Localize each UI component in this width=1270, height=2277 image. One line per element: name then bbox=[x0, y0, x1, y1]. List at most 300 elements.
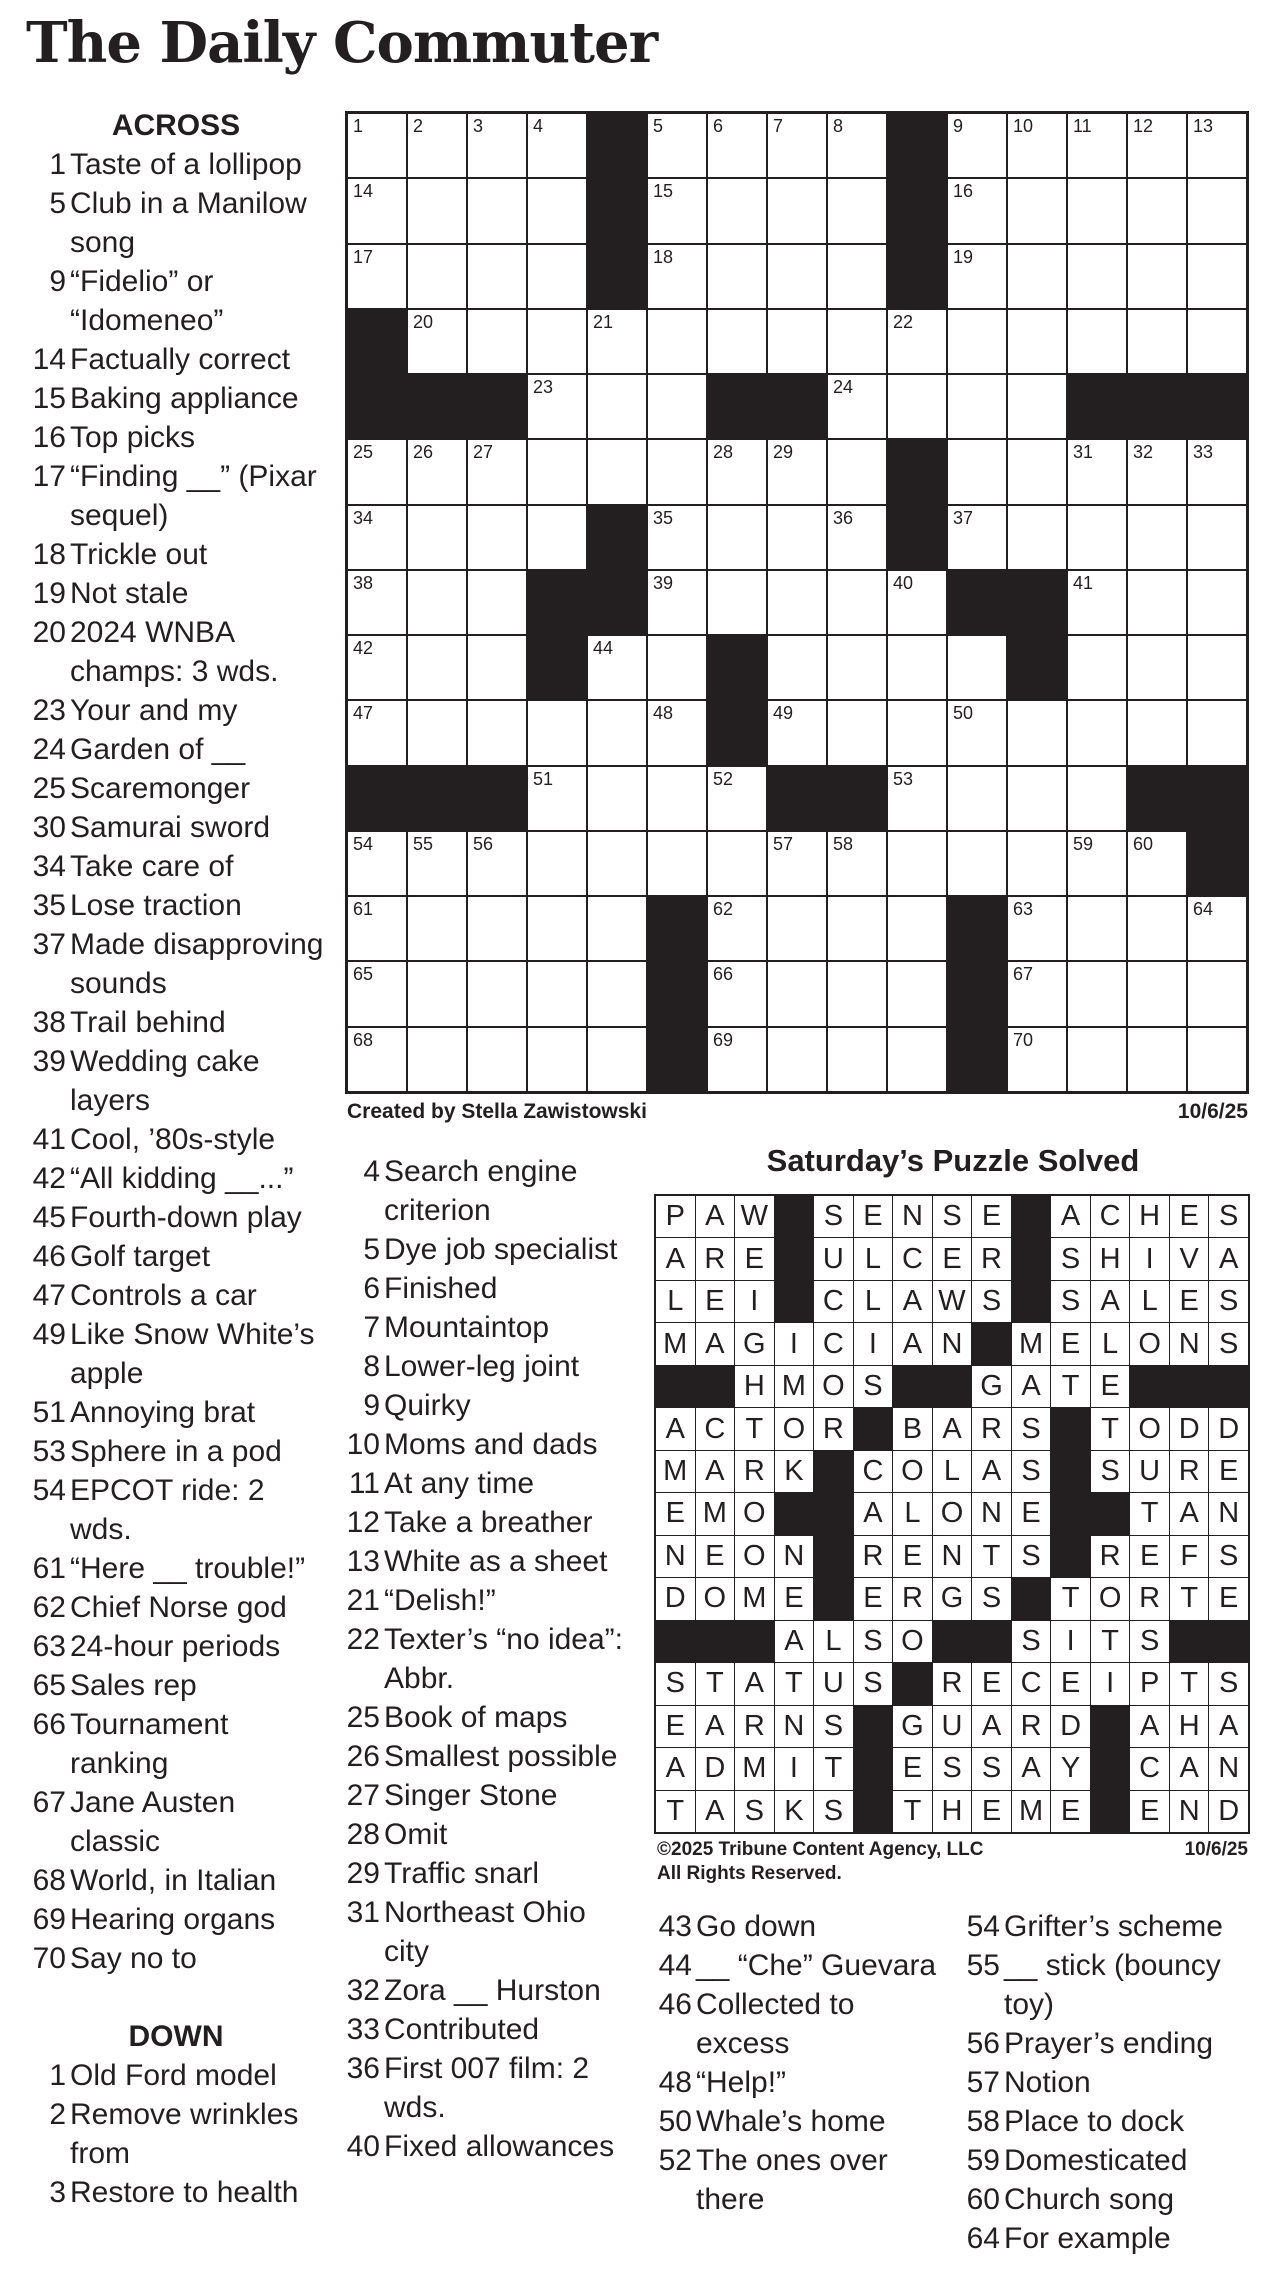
grid-cell[interactable] bbox=[1188, 1028, 1246, 1091]
grid-cell[interactable] bbox=[828, 375, 886, 438]
grid-cell[interactable] bbox=[408, 440, 466, 503]
grid-cell[interactable] bbox=[528, 1028, 586, 1091]
grid-cell[interactable] bbox=[408, 310, 466, 373]
grid-cell[interactable] bbox=[408, 636, 466, 699]
clue-number: 11 bbox=[348, 1467, 380, 1500]
clue-number: 68 bbox=[32, 1864, 66, 1897]
grid-cell-number: 17 bbox=[353, 246, 374, 267]
grid-cell[interactable] bbox=[1068, 571, 1126, 634]
grid-cell[interactable] bbox=[468, 701, 526, 764]
solution-black-square bbox=[775, 1196, 814, 1237]
grid-cell[interactable] bbox=[828, 636, 886, 699]
grid-cell[interactable] bbox=[708, 114, 766, 177]
solution-title: Saturday’s Puzzle Solved bbox=[766, 1143, 1140, 1178]
grid-cell-number: 12 bbox=[1133, 116, 1154, 136]
grid-cell[interactable] bbox=[828, 701, 886, 764]
grid-cell[interactable] bbox=[1008, 962, 1066, 1025]
grid-cell[interactable] bbox=[1188, 440, 1246, 503]
grid-cell[interactable] bbox=[768, 571, 826, 634]
black-square bbox=[708, 375, 766, 438]
grid-cell[interactable] bbox=[1008, 1028, 1066, 1091]
clue-text: Baking appliance bbox=[70, 382, 299, 415]
grid-cell[interactable] bbox=[948, 375, 1006, 438]
grid-cell[interactable] bbox=[888, 636, 946, 699]
grid-cell[interactable] bbox=[1128, 832, 1186, 895]
grid-cell[interactable] bbox=[528, 506, 586, 569]
grid-cell[interactable] bbox=[1188, 245, 1246, 308]
clue-number: 9 bbox=[363, 1389, 380, 1422]
clue-item bbox=[26, 847, 326, 886]
grid-cell[interactable] bbox=[708, 1028, 766, 1091]
black-square bbox=[1128, 767, 1186, 830]
grid-cell[interactable] bbox=[468, 440, 526, 503]
clue-item bbox=[26, 1627, 326, 1666]
grid-cell[interactable] bbox=[528, 114, 586, 177]
grid-cell[interactable] bbox=[528, 767, 586, 830]
grid-cell[interactable] bbox=[828, 440, 886, 503]
solution-letter: N bbox=[1209, 1493, 1248, 1534]
solution-black-square bbox=[1130, 1366, 1169, 1407]
clue-text: Taste of a lollipop bbox=[70, 148, 302, 181]
grid-cell[interactable] bbox=[348, 440, 406, 503]
grid-cell[interactable] bbox=[528, 832, 586, 895]
clue-item bbox=[26, 2056, 326, 2095]
grid-cell[interactable] bbox=[588, 440, 646, 503]
grid-cell[interactable] bbox=[648, 245, 706, 308]
black-square bbox=[408, 767, 466, 830]
across-clues-column bbox=[26, 106, 326, 2212]
grid-cell[interactable] bbox=[648, 440, 706, 503]
grid-cell[interactable] bbox=[1188, 962, 1246, 1025]
clue-item bbox=[335, 1347, 635, 1386]
grid-cell[interactable] bbox=[1008, 114, 1066, 177]
clue-number: 19 bbox=[32, 577, 66, 610]
solution-letter: S bbox=[933, 1748, 972, 1789]
solution-black-square bbox=[854, 1791, 893, 1832]
grid-cell[interactable] bbox=[588, 701, 646, 764]
solution-letter: N bbox=[775, 1706, 814, 1747]
solution-letter: U bbox=[933, 1706, 972, 1747]
grid-cell[interactable] bbox=[648, 114, 706, 177]
grid-cell[interactable] bbox=[1128, 310, 1186, 373]
grid-cell[interactable] bbox=[708, 179, 766, 242]
clue-number: 66 bbox=[32, 1708, 66, 1741]
grid-cell[interactable] bbox=[648, 179, 706, 242]
black-square bbox=[648, 1028, 706, 1091]
grid-cell[interactable] bbox=[948, 701, 1006, 764]
grid-cell[interactable] bbox=[348, 245, 406, 308]
grid-cell[interactable] bbox=[828, 962, 886, 1025]
grid-cell[interactable] bbox=[348, 701, 406, 764]
grid-cell[interactable] bbox=[528, 179, 586, 242]
clue-number: 33 bbox=[346, 2013, 380, 2046]
grid-cell[interactable] bbox=[828, 114, 886, 177]
grid-cell[interactable] bbox=[468, 506, 526, 569]
grid-cell[interactable] bbox=[708, 506, 766, 569]
grid-cell[interactable] bbox=[1068, 897, 1126, 960]
grid-cell[interactable] bbox=[1128, 245, 1186, 308]
clue-text: Northeast Ohio city bbox=[384, 1896, 586, 1968]
grid-cell[interactable] bbox=[348, 506, 406, 569]
grid-cell[interactable] bbox=[1188, 179, 1246, 242]
grid-cell[interactable] bbox=[888, 962, 946, 1025]
grid-cell[interactable] bbox=[1068, 245, 1126, 308]
grid-cell[interactable] bbox=[348, 962, 406, 1025]
grid-cell[interactable] bbox=[348, 832, 406, 895]
clue-number: 27 bbox=[346, 1779, 380, 1812]
grid-cell[interactable] bbox=[1008, 767, 1066, 830]
clue-text: Fixed allowances bbox=[384, 2130, 615, 2163]
clue-number: 14 bbox=[32, 343, 66, 376]
grid-cell[interactable] bbox=[468, 897, 526, 960]
grid-cell[interactable] bbox=[708, 245, 766, 308]
grid-cell[interactable] bbox=[948, 636, 1006, 699]
clue-number: 49 bbox=[32, 1318, 66, 1351]
grid-cell[interactable] bbox=[888, 571, 946, 634]
solution-letter: T bbox=[1130, 1493, 1169, 1534]
down-clues-column-2 bbox=[335, 1152, 635, 2166]
grid-cell[interactable] bbox=[648, 310, 706, 373]
clue-item bbox=[26, 1783, 326, 1861]
solution-letter: E bbox=[1209, 1578, 1248, 1619]
clue-item bbox=[26, 574, 326, 613]
clue-item bbox=[26, 1549, 326, 1588]
grid-cell[interactable] bbox=[648, 375, 706, 438]
solution-letter: T bbox=[893, 1791, 932, 1832]
clue-number: 51 bbox=[32, 1396, 66, 1429]
clue-text: Chief Norse god bbox=[70, 1591, 287, 1624]
black-square bbox=[1008, 636, 1066, 699]
grid-cell[interactable] bbox=[648, 701, 706, 764]
clue-item bbox=[26, 1939, 326, 1978]
solution-letter: I bbox=[1051, 1621, 1090, 1662]
grid-cell[interactable] bbox=[408, 179, 466, 242]
grid-cell[interactable] bbox=[468, 1028, 526, 1091]
black-square bbox=[588, 114, 646, 177]
grid-cell[interactable] bbox=[828, 179, 886, 242]
solution-letter: D bbox=[656, 1578, 695, 1619]
black-square bbox=[648, 897, 706, 960]
grid-cell[interactable] bbox=[1008, 245, 1066, 308]
black-square bbox=[1068, 375, 1126, 438]
grid-cell[interactable] bbox=[888, 767, 946, 830]
grid-cell[interactable] bbox=[588, 636, 646, 699]
grid-cell[interactable] bbox=[828, 571, 886, 634]
grid-cell[interactable] bbox=[888, 1028, 946, 1091]
grid-cell-number: 34 bbox=[353, 507, 374, 528]
grid-cell[interactable] bbox=[828, 506, 886, 569]
grid-cell[interactable] bbox=[1008, 179, 1066, 242]
clue-item bbox=[26, 1900, 326, 1939]
grid-cell[interactable] bbox=[1068, 701, 1126, 764]
solution-letter: A bbox=[696, 1196, 735, 1237]
grid-cell[interactable] bbox=[828, 897, 886, 960]
grid-cell[interactable] bbox=[348, 897, 406, 960]
grid-cell[interactable] bbox=[528, 897, 586, 960]
grid-cell[interactable] bbox=[1188, 506, 1246, 569]
grid-cell[interactable] bbox=[1068, 440, 1126, 503]
grid-cell[interactable] bbox=[1128, 962, 1186, 1025]
solution-black-square bbox=[1170, 1366, 1209, 1407]
grid-cell[interactable] bbox=[408, 832, 466, 895]
solution-letter: L bbox=[1130, 1281, 1169, 1322]
grid-cell[interactable] bbox=[648, 571, 706, 634]
grid-cell[interactable] bbox=[948, 114, 1006, 177]
grid-cell[interactable] bbox=[948, 245, 1006, 308]
grid-cell-number: 41 bbox=[1073, 572, 1094, 593]
clue-item bbox=[335, 1581, 635, 1620]
clue-number: 47 bbox=[32, 1279, 66, 1312]
grid-cell[interactable] bbox=[468, 114, 526, 177]
grid-cell[interactable] bbox=[1008, 701, 1066, 764]
grid-cell[interactable] bbox=[768, 440, 826, 503]
grid-cell[interactable] bbox=[708, 767, 766, 830]
clue-number: 31 bbox=[346, 1896, 380, 1929]
grid-cell[interactable] bbox=[828, 832, 886, 895]
solution-black-square bbox=[1051, 1408, 1090, 1449]
solution-letter: M bbox=[735, 1748, 774, 1789]
clue-item bbox=[959, 1946, 1259, 2024]
grid-cell[interactable] bbox=[768, 179, 826, 242]
clue-item bbox=[335, 1269, 635, 1308]
solution-letter: M bbox=[656, 1323, 695, 1364]
grid-cell[interactable] bbox=[1128, 440, 1186, 503]
grid-cell[interactable] bbox=[708, 571, 766, 634]
grid-cell[interactable] bbox=[888, 375, 946, 438]
grid-cell[interactable] bbox=[888, 832, 946, 895]
grid-cell[interactable] bbox=[588, 832, 646, 895]
grid-cell[interactable] bbox=[648, 636, 706, 699]
grid-cell[interactable] bbox=[468, 245, 526, 308]
clue-number: 4 bbox=[363, 1155, 380, 1188]
black-square bbox=[348, 375, 406, 438]
clue-text: __ stick (bouncy toy) bbox=[1004, 1949, 1221, 2021]
clue-number: 54 bbox=[32, 1474, 66, 1507]
grid-cell[interactable] bbox=[1188, 310, 1246, 373]
grid-cell[interactable] bbox=[708, 832, 766, 895]
grid-cell[interactable] bbox=[768, 245, 826, 308]
grid-cell[interactable] bbox=[588, 897, 646, 960]
grid-cell[interactable] bbox=[1008, 832, 1066, 895]
clue-number: 10 bbox=[346, 1428, 380, 1461]
grid-cell[interactable] bbox=[408, 897, 466, 960]
grid-cell[interactable] bbox=[948, 179, 1006, 242]
grid-cell[interactable] bbox=[348, 1028, 406, 1091]
clue-text: Club in a Manilow song bbox=[70, 187, 307, 259]
solution-letter: I bbox=[1130, 1238, 1169, 1279]
grid-cell-number: 32 bbox=[1133, 442, 1154, 463]
grid-cell[interactable] bbox=[468, 310, 526, 373]
grid-cell[interactable] bbox=[768, 897, 826, 960]
grid-cell[interactable] bbox=[588, 310, 646, 373]
grid-cell[interactable] bbox=[528, 701, 586, 764]
grid-cell[interactable] bbox=[1188, 636, 1246, 699]
grid-cell[interactable] bbox=[1068, 310, 1126, 373]
solution-letter: E bbox=[1170, 1281, 1209, 1322]
solution-letter: R bbox=[972, 1238, 1011, 1279]
grid-cell[interactable] bbox=[468, 636, 526, 699]
grid-cell[interactable] bbox=[648, 832, 706, 895]
grid-cell[interactable] bbox=[1188, 897, 1246, 960]
grid-cell[interactable] bbox=[1128, 506, 1186, 569]
solution-letter: E bbox=[1209, 1451, 1248, 1492]
grid-cell[interactable] bbox=[408, 571, 466, 634]
grid-cell[interactable] bbox=[408, 701, 466, 764]
grid-cell[interactable] bbox=[648, 767, 706, 830]
grid-cell[interactable] bbox=[468, 962, 526, 1025]
grid-cell[interactable] bbox=[1128, 897, 1186, 960]
clue-number: 38 bbox=[32, 1006, 66, 1039]
grid-cell[interactable] bbox=[348, 571, 406, 634]
copyright-notice bbox=[657, 1838, 984, 1886]
solution-letter: S bbox=[1209, 1536, 1248, 1577]
solution-letter: N bbox=[933, 1323, 972, 1364]
solution-letter: N bbox=[656, 1536, 695, 1577]
solution-letter: K bbox=[775, 1791, 814, 1832]
black-square bbox=[708, 636, 766, 699]
grid-cell[interactable] bbox=[1128, 701, 1186, 764]
grid-cell[interactable] bbox=[1008, 375, 1066, 438]
grid-cell[interactable] bbox=[948, 440, 1006, 503]
grid-cell[interactable] bbox=[768, 1028, 826, 1091]
grid-cell[interactable] bbox=[1008, 310, 1066, 373]
grid-cell[interactable] bbox=[588, 1028, 646, 1091]
grid-cell[interactable] bbox=[1068, 506, 1126, 569]
solution-letter: H bbox=[933, 1791, 972, 1832]
grid-cell[interactable] bbox=[1068, 636, 1126, 699]
clue-item bbox=[26, 184, 326, 262]
grid-cell[interactable] bbox=[888, 897, 946, 960]
clue-text: Contributed bbox=[384, 2013, 540, 2046]
grid-cell[interactable] bbox=[1128, 114, 1186, 177]
grid-cell-number: 14 bbox=[353, 181, 374, 202]
grid-cell[interactable] bbox=[408, 962, 466, 1025]
grid-cell[interactable] bbox=[948, 310, 1006, 373]
solution-letter: T bbox=[1051, 1366, 1090, 1407]
solution-letter: T bbox=[972, 1536, 1011, 1577]
solution-letter: E bbox=[735, 1238, 774, 1279]
grid-cell[interactable] bbox=[528, 310, 586, 373]
solution-letter: E bbox=[854, 1196, 893, 1237]
grid-cell[interactable] bbox=[528, 375, 586, 438]
clue-text: “Fidelio” or “Idomeneo” bbox=[70, 265, 224, 337]
black-square bbox=[528, 571, 586, 634]
grid-cell[interactable] bbox=[1068, 962, 1126, 1025]
grid-cell-number: 57 bbox=[773, 833, 794, 854]
clue-number: 5 bbox=[363, 1233, 380, 1266]
solution-letter: S bbox=[1051, 1281, 1090, 1322]
grid-cell[interactable] bbox=[408, 506, 466, 569]
grid-cell[interactable] bbox=[1128, 179, 1186, 242]
clue-text: Controls a car bbox=[70, 1279, 257, 1312]
grid-cell[interactable] bbox=[1188, 571, 1246, 634]
solution-letter: A bbox=[933, 1408, 972, 1449]
grid-cell[interactable] bbox=[348, 114, 406, 177]
grid-cell[interactable] bbox=[1068, 179, 1126, 242]
grid-cell[interactable] bbox=[948, 767, 1006, 830]
grid-cell[interactable] bbox=[588, 767, 646, 830]
grid-cell[interactable] bbox=[348, 636, 406, 699]
clue-item bbox=[26, 613, 326, 691]
grid-cell[interactable] bbox=[468, 571, 526, 634]
grid-cell[interactable] bbox=[948, 832, 1006, 895]
grid-cell[interactable] bbox=[828, 310, 886, 373]
grid-cell[interactable] bbox=[1008, 506, 1066, 569]
solution-letter: I bbox=[1091, 1663, 1130, 1704]
grid-cell[interactable] bbox=[708, 310, 766, 373]
solution-letter: S bbox=[814, 1791, 853, 1832]
grid-cell[interactable] bbox=[588, 375, 646, 438]
clue-text: “Delish!” bbox=[384, 1584, 496, 1617]
grid-cell[interactable] bbox=[648, 506, 706, 569]
grid-cell[interactable] bbox=[888, 310, 946, 373]
grid-cell[interactable] bbox=[528, 962, 586, 1025]
grid-cell[interactable] bbox=[708, 962, 766, 1025]
grid-cell[interactable] bbox=[1188, 114, 1246, 177]
grid-cell[interactable] bbox=[768, 832, 826, 895]
grid-cell[interactable] bbox=[408, 114, 466, 177]
puzzle-credit: Created by Stella Zawistowski bbox=[347, 1100, 647, 1123]
grid-cell[interactable] bbox=[1128, 636, 1186, 699]
grid-cell[interactable] bbox=[948, 506, 1006, 569]
grid-cell[interactable] bbox=[828, 1028, 886, 1091]
clue-number: 46 bbox=[32, 1240, 66, 1273]
grid-cell[interactable] bbox=[528, 245, 586, 308]
grid-cell[interactable] bbox=[408, 1028, 466, 1091]
grid-cell-number: 62 bbox=[713, 899, 734, 920]
clue-number: 69 bbox=[32, 1903, 66, 1936]
grid-cell[interactable] bbox=[1068, 114, 1126, 177]
grid-cell-number: 7 bbox=[773, 116, 784, 136]
grid-cell[interactable] bbox=[768, 114, 826, 177]
grid-cell[interactable] bbox=[528, 440, 586, 503]
grid-cell[interactable] bbox=[1068, 767, 1126, 830]
grid-cell[interactable] bbox=[348, 179, 406, 242]
grid-cell[interactable] bbox=[408, 245, 466, 308]
grid-cell[interactable] bbox=[768, 310, 826, 373]
grid-cell[interactable] bbox=[768, 506, 826, 569]
grid-cell[interactable] bbox=[828, 245, 886, 308]
grid-cell[interactable] bbox=[708, 897, 766, 960]
grid-cell[interactable] bbox=[1008, 440, 1066, 503]
solution-letter: A bbox=[696, 1451, 735, 1492]
grid-cell[interactable] bbox=[588, 962, 646, 1025]
grid-cell[interactable] bbox=[1068, 832, 1126, 895]
grid-cell[interactable] bbox=[1188, 701, 1246, 764]
grid-cell[interactable] bbox=[888, 701, 946, 764]
grid-cell[interactable] bbox=[708, 440, 766, 503]
grid-cell[interactable] bbox=[1068, 1028, 1126, 1091]
grid-cell[interactable] bbox=[1008, 897, 1066, 960]
clue-item bbox=[26, 535, 326, 574]
solution-letter: R bbox=[1091, 1536, 1130, 1577]
solution-letter: S bbox=[1012, 1408, 1051, 1449]
solution-letter: F bbox=[1170, 1536, 1209, 1577]
solution-letter: C bbox=[1091, 1196, 1130, 1237]
grid-cell[interactable] bbox=[468, 179, 526, 242]
grid-cell[interactable] bbox=[1128, 1028, 1186, 1091]
solution-black-square bbox=[814, 1451, 853, 1492]
clue-item bbox=[26, 1276, 326, 1315]
solution-letter: M bbox=[656, 1451, 695, 1492]
grid-cell[interactable] bbox=[768, 701, 826, 764]
grid-cell-number: 3 bbox=[473, 116, 484, 136]
grid-cell[interactable] bbox=[768, 962, 826, 1025]
clue-item bbox=[335, 1737, 635, 1776]
grid-cell[interactable] bbox=[1128, 571, 1186, 634]
grid-cell[interactable] bbox=[468, 832, 526, 895]
grid-cell[interactable] bbox=[768, 636, 826, 699]
